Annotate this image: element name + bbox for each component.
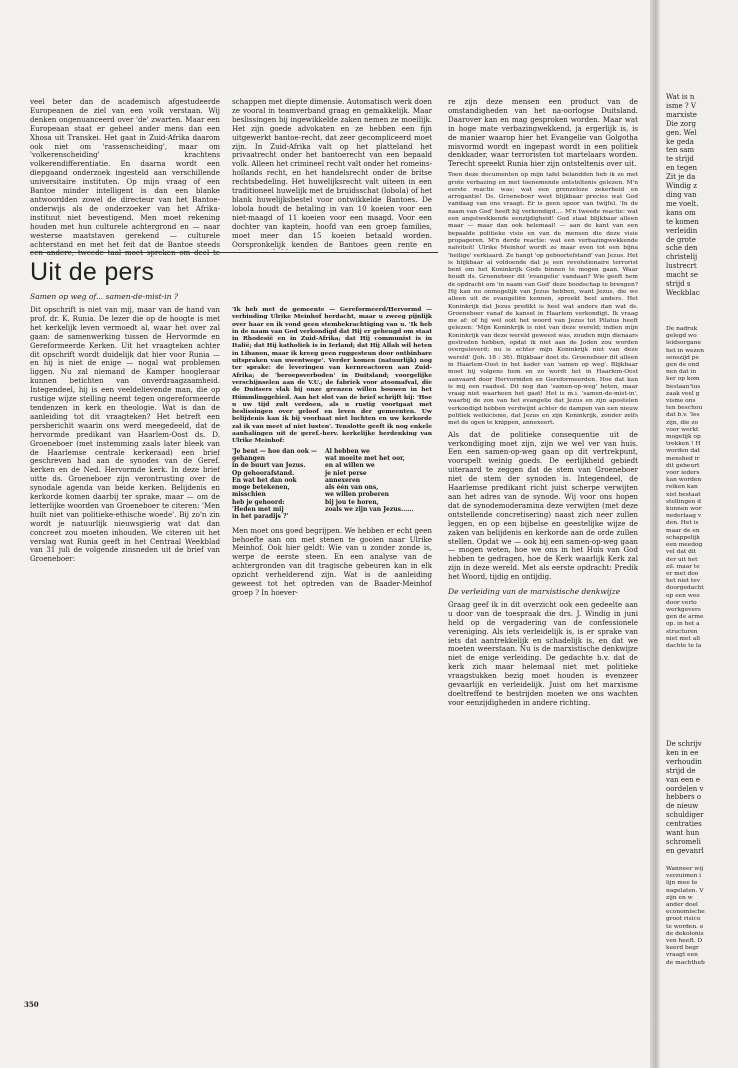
article-text: veel beter dan de academisch afgestudeerde Europeanen de ziel van een volk verstaan. Wij denken ongenuanceerd over 'de' zwarten. Maar een Europeaan staat er geheel ander mens dan een Xhosa uit Transkei. Het gaat in Zuid-Afrika daarom ook niet om 'rassenscheiding', maar om 'volkerenscheiding' krachtens volkerendifferentiatie. En daarna wordt een diepgaand onderzoek ingesteld aan verschillende universitaire instituten. Op mijn vraag of een Bantoe minder intelligent is dan een blanke antwoordden zowel de directeur van het Bantoe-onderwijs als de onderzoeker van het Afrika-instituut niet bevestigend. Men moet rekening houden met hun culturele achtergrond en — naar westerse maatstaven gerekend — culturele achterstand en met het feit dat de Bantoe steeds	[30, 98, 220, 249]
section-subtitle: Samen op weg of... samen-de-mist-in ?	[30, 292, 179, 301]
article-text: schappen met diepte dimensie. Automatisch werk doen ze vooral in teamverband graag en gemakkelijk. Maar beslissingen bij ingewikkelde zaken nemen ze moeilijk. Het zijn goede advokaten en ze hebben een fijn uitgewerkt bantoe-recht, dat zeer gecompliceerd moet zijn. In Zuid-Afrika valt op het platteland het privaatrecht onder het bantoerecht van een bepaald volk. Alleen het crimineel recht valt onder het romeins-hollands recht, en het handelsrecht onder de britse rechtsbedeling. Het huwelijksrecht valt uiteen in een traditioneel huwelijk met de bruidsschat (lobola) of het blank huwelijksbestel voor ontwikkelde Bantoes. De lobola houdt de betaling in van 10 koeien voor een niet-maagd of 11 koeien voor een maagd. Voor een dochter van kaptein, hoofd van een groep families, moet meer dan 15 koeien betaald worden. Oorspronkelijk kenden de Bantoes geen rente en	[232, 98, 432, 249]
press-column-1	[30, 306, 220, 996]
article-column-2	[232, 98, 432, 250]
book-gutter	[650, 0, 660, 1068]
section-title: Uit de pers	[30, 258, 155, 286]
page-number: 350	[24, 1000, 39, 1009]
article-column-1	[30, 98, 220, 258]
article-text: Men moet ons goed begrijpen. We hebben er echt geen behoefte aan om met stenen te gooien naar Ulrike Meinhof. Ook hier geldt: Wie van u zonder zonde is, werpe de eerste steen. En een analyse van de achtergronden van dit tragische gebeuren kan in elk opzicht verhelderend zijn. Wat is de aanleiding geweest tot het optreden van de Baader-Meinhof groep ? In hoever-	[232, 525, 432, 597]
poem-left: 'Je bent — hoe dan ook — gehangen in de buurt van Jezus. Op gehoorafstand. En wat het dan ook moge betekenen, misschien heb je gehoord: 'Heden met mij in het paradijs ?'	[232, 447, 317, 521]
quoted-letter: Toen deze documenten op mijn tafel belandden heb ik ze met grote verbazing en met toenemende ontsteltenis gelezen. M'n eerste reactie was: wat een grenzeloze zekerheid en arrogantie! Ds. Groeneboer weet blijkbaar precies wat God vandaag van ons vraagt. Er is geen spoor van twijfel. 'In de naam van God' heeft hij verkondigd.... M'n tweede reactie: wat een angstwekkende eenzijdigheid! God staat blijkbaar alleen maar — maar dan ook helemaal! — aan de kant van een bepaalde politieke visie en van de mensen die deze visie propageren. M'n derde reactie: wat een verbazingwekkende naïviteit! Ulrike Meinhof wordt zo maar even tot een bijna 'heilige' verklaard. Ze hangt 'op geboortefstand' van Jezus. Het is blijkbaar al voldoende dat je een revolutionaire terrorist bent om het Koninkrijk Gods binnen te mogen gaan. Waar houdt ds. Groeneboer dit 'evangelie' vandaan? Wie geeft hem de opdracht om 'in naam van God' deze boodschap te brengen? Hij kan nu onmogelijk van Jezus hebben, want Jezus, die we alleen uit de evangeliën kennen, spreekt heel anders. Het Koninkrijk dat Jezus predikt is heel wat anders dan wat ds. Groeneboer vanaf de kansel in Haarlem verkondigt. Ik vraag me af: of hij wel ooit het woord van Jezus tot Pilatus heeft gelezen: 'Mijn Koninkrijk is niet van deze wereld; indien mijn Koninkrijk van deze wereld geweest was, zouden mijn dienaars gestreden hebben, opdat ik niet aan de Joden zou worden overgeleverd; nu is echter mijn Koninkrijk niet van deze wereld' (Joh. 18 : 36). Blijkbaar doet ds. Groeneboer dit alleen in Haarlem-Oost in het kader van 'samen op weg'. Blijkbaar moet hij volgens hem en zo wordt het in Haarlem-Oost aanvaard door Hervormden en Gereformeerden. Hoe dat kan is mij een raadsel. Dit nog dan 'samen-op-weg' heten, maar vraag niet waarheen het gaat! Het is m.i. 'samen-de-mist-in', waarbij de zon van het evangelie dat Jezus en zijn apostelen verkondigd hebben verdwijnt achter de dampen van een nieuw politiek welkicisme, dat Jezus en zijn Koninkrijk, zonder zelfs met de ogen te knippen, annexeert.	[448, 172, 638, 427]
press-column-2	[232, 306, 432, 996]
quoted-letter: 'Ik heb met de gemeente — Gereformeerd/Hervormd — verbinding Ulrike Meinhof herdacht, maar u zweeg pijnlijk over haar en ik vond geen stembekrachtiging van u. 'Ik heb in de naam van God verkondigd dat Hij er geheugd om staat in Rhodesië en in Zuid-Afrika; dat Hij communist is in Italië; dat Hij katholiek is in Ierland; dat Hij Allah wil heten in Libanon, maar ik kreeg geen ruggesteun door ontbinbare uitspraken van uwentwege'. Verder komen (natuurlijk) nog ter sprake: de leveringen van kernreactoren aan Zuid-Afrika; de 'beroepsverboden' in Duitsland; voorgelijke verschijnselen aan de V.U.; de fabriek voor atoomafval, die de Duitsers vlak bij onze grenzen willen bouwen in het Hümmlinggebied. Aan het slot van de brief schrijft hij: 'Hoe u uw tijd zult verdoen, als u rustig voortgaat met beslissingen over geloof en leven der gemeenten. Uw belijdenis kan ik bij voorbaat niet luchten en uw kerkorde zal ik van meet af niet lusten'. Tenslotte geeft ik nog enkele aanhalingen uit de geref.-herv. kerkelijke herdenking van Ulrike Meinhof:	[232, 306, 432, 445]
article-text: Graag geef ik in dit overzicht ook een gedeelte aan u door van de toespraak die drs. J. Windig in juni held op de vergadering van de confessionele vereniging. Als iets verleidelijk is, is er sprake van iets dat aantrekkelijk en schadelijk is, en dat we moeten weerstaan. Nu is de marxistische denkwijze niet de enige verleiding. De gedachte b.v. dat de kerk zich maar helemaal niet met politieke vraagstukken bezig moet houden is evenzeer gevaarlijk en verleidelijk. Juist om het marxisme doeltreffend te bestrijden moeten we ons wachten voor eenzijdigheden in andere richting.	[448, 599, 638, 707]
section-divider	[30, 252, 438, 253]
adjacent-page-text: De schrijv ken in ee verhoudin strijd de van een e oordelen v hebbers o de nieuw schuldiger centraties want hun schromeli en gevanrl	[666, 740, 704, 855]
adjacent-page	[660, 0, 738, 1068]
adjacent-page-text: Wanneer wij verzuimen i lijn mee te nagelaten. V zijn en w ander doel economische groot risico te worden. e de dekolonis ven heeft. D keerd begr vraagt een de machtheb	[666, 866, 705, 966]
article-column-3	[448, 98, 638, 998]
article-text: Dit opschrift is niet van mij, maar van de hand van prof. dr. K. Runia. De lezer die op de hoogte is met het kerkelijk leven vermoedt al, waar het over zal gaan: de samenwerking tussen de Hervormde en Gereformeerde Kerken. Uit het vraagteken achter dit opschrift wordt duidelijk dat hier voor Runia — en hij is niet de enige — nogal wat problemen liggen. Nu zal niemand de Kamper hoogleraar kunnen betichten van onverdraagzaamheid. Integendeel, hij is een veeldelievende man, die op rustige wijze stelling neemt tegen ongereformeerde tendenzen in kerk en theologie. Wat is dan de aanleiding tot dit vraagteken? Het betreft een persberichit waarin ons werd meegedeeld, dat de hervormde predikant van Haarlem-Oost ds. D. Groeneboer (met instemming zaals later bleek van de Haarlemse centrale kerkeraad) een brief geschreven had aan de synodes van de Geref. kerken en de Ned. Hervormde kerk. In deze brief uitte ds. Groeneboer zijn verontrusting over de synodale agenda van beide kerken. Belijdenis en kerkorde komen daarbij ter sprake, maar — om de letterlijke woorden van Groeneboer te citeren: 'Men huilt niet van politieke-ethische woede'. Bij zo'n zin wordt je natuurlijk nieuwsgierig wat dat dan concreet zou moeten inhouden. We citeren uit het verslag wat Runia geeft in het Centraal Weekblad van 31 juli de volgende zinsneden uit de brief van Groeneboer:	[30, 306, 220, 564]
article-text: Als dat de politieke consequentie uit de verkondiging moet zijn, zijn we wel ver van huis. Een een samen-op-weg gaan op dit vertrekpunt, voorspelt weinig goeds. De eerlijkheid gebiedt uiteraard te zeggen dat de stem van Groeneboer niet de stem der synoden is. Integendeel, de Haarlemse predikant richt juist scherpe verwijten aan het adres van de synode. Wij voor ons hopen dat de synodemoderamina deze verwijten (met deze ontstellende concretisering) naast zich neer zullen leggen, en op een bijbelse en geestelijke wijze de zaken van belijdenis en kerkorde aan de orde zullen stellen. Opdat we — ook bij een samen-op-weg gaan — mogen weten, hoe we ons in het Huis van God hebben te gedragen, hoe de Kerk waarlijk Kerk zal zijn in deze wereld. Met als eerste opdracht: Predik het Woord, tijdig en ontijdig.	[448, 429, 638, 582]
adjacent-page-text: De nadruk gelegd wo leidsorgane het in wezen senszijd pe gen de ond nen dat in ker op kom bestaan'tus zaak veel g visme ons ten beschou dat b.v. 'les zijn, die zo voor werkt mogelijk op trekken ! H worden dat menshed ir dit gebeurt voor ieders kan worden reiken kan xist bestaat stellingen d kunnen wor nederlaag v den. Het is maar de en schappelijk een meedog vel dat dit der uit het zil. maar te er met doo het niet tev doorgedacht op een wee door verlo werkgevers gen de arme op. in het a structuren niet met all dachte te la	[666, 326, 704, 649]
quoted-poem	[232, 448, 432, 521]
section-subheading: De verleiding van de marxistische denkwijze	[448, 587, 621, 597]
adjacent-page-text: Wat is n isme ? V marxiste Die zorg gen. Wel ke geda ten sam te strijd en tegen Zit je da Windig z ding van me voelt. kans om te komen verleidin de grote sche den christelij lustrecrt macht se strijd s Weckblac	[666, 93, 700, 297]
poem-right: Al hebben we wat moeite met het oor, en al willen we je niet perse annexeren als één van ons, we willen proberen bij jou te horen, zoals we zijn van Jezus......	[324, 447, 414, 514]
article-text: re zijn deze mensen een product van de omstandigheden van het na-oorlogse Duitsland. Daarover kan en mag gesproken worden. Maar wat in hoge mate verbazingwekkend, ja ergerlijk is, is de manier waarop hier het Evangelie van Golgotha misvormd wordt en ingepast wordt in een politiek denkkader, waar terroristen tot martelaars worden. Terecht spreekt Runia hier zijn ontsteltenis over uit.	[448, 98, 638, 169]
